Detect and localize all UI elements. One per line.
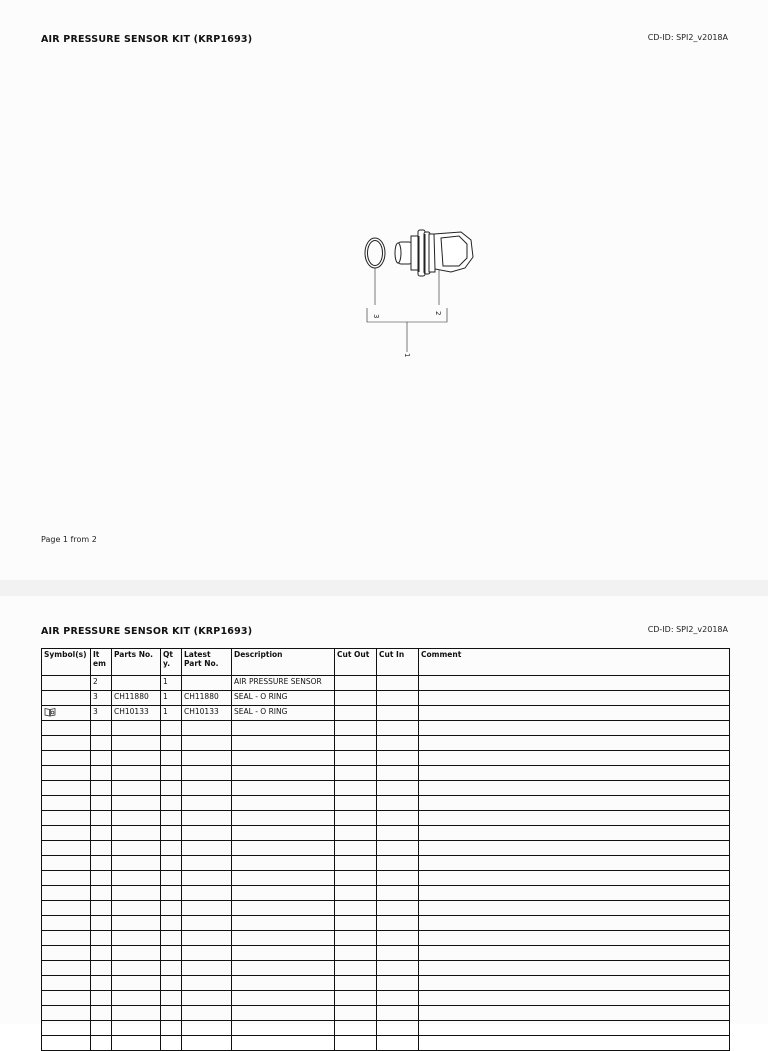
- cd-id-label: CD-ID: SPI2_v2018A: [647, 33, 728, 42]
- cell-comment: [419, 691, 730, 706]
- empty-cell: [91, 946, 112, 961]
- empty-cell: [419, 931, 730, 946]
- empty-cell: [232, 781, 335, 796]
- empty-cell: [377, 901, 419, 916]
- empty-cell: [419, 886, 730, 901]
- empty-cell: [161, 916, 182, 931]
- empty-cell: [161, 751, 182, 766]
- table-row: [42, 691, 730, 706]
- empty-cell: [91, 766, 112, 781]
- empty-cell: [232, 811, 335, 826]
- empty-cell: [161, 841, 182, 856]
- empty-cell: [182, 1021, 232, 1036]
- empty-cell: [42, 961, 91, 976]
- empty-cell: [161, 796, 182, 811]
- empty-cell: [161, 991, 182, 1006]
- cell-item: 2: [91, 676, 112, 691]
- table-header-row: [42, 649, 730, 676]
- empty-cell: [377, 931, 419, 946]
- cell-item: 3: [91, 691, 112, 706]
- empty-cell: [161, 901, 182, 916]
- empty-cell: [377, 886, 419, 901]
- empty-cell: [232, 856, 335, 871]
- empty-cell: [377, 1006, 419, 1021]
- empty-cell: [112, 766, 161, 781]
- empty-cell: [419, 1006, 730, 1021]
- empty-cell: [232, 901, 335, 916]
- col-parts-no: Parts No.: [112, 649, 161, 676]
- empty-cell: [419, 946, 730, 961]
- empty-cell: [91, 916, 112, 931]
- empty-cell: [335, 886, 377, 901]
- cell-parts-no: CH10133: [112, 706, 161, 721]
- empty-cell: [161, 976, 182, 991]
- empty-cell: [232, 976, 335, 991]
- empty-cell: [42, 991, 91, 1006]
- empty-cell: [91, 826, 112, 841]
- empty-cell: [232, 931, 335, 946]
- empty-cell: [377, 841, 419, 856]
- empty-cell: [42, 856, 91, 871]
- callout-2: 2: [434, 311, 442, 316]
- empty-cell: [335, 916, 377, 931]
- empty-cell: [335, 856, 377, 871]
- empty-cell: [112, 946, 161, 961]
- parts-table: [41, 648, 730, 1051]
- page-title: AIR PRESSURE SENSOR KIT (KRP1693): [41, 34, 253, 45]
- empty-cell: [42, 1036, 91, 1051]
- empty-cell: [377, 796, 419, 811]
- empty-cell: [335, 721, 377, 736]
- empty-cell: [112, 736, 161, 751]
- empty-cell: [112, 916, 161, 931]
- cell-symbol: [42, 691, 91, 706]
- cd-id-label-2: CD-ID: SPI2_v2018A: [647, 625, 728, 634]
- cell-latest-part: CH10133: [182, 706, 232, 721]
- empty-cell: [42, 1021, 91, 1036]
- empty-cell: [42, 796, 91, 811]
- empty-cell: [112, 796, 161, 811]
- empty-cell: [419, 1036, 730, 1051]
- empty-cell: [161, 931, 182, 946]
- cell-description: AIR PRESSURE SENSOR: [232, 676, 335, 691]
- empty-cell: [91, 901, 112, 916]
- cell-cut-out: [335, 691, 377, 706]
- empty-table-row: [42, 1021, 730, 1036]
- col-symbols: Symbol(s): [42, 649, 91, 676]
- empty-table-row: [42, 811, 730, 826]
- empty-cell: [112, 856, 161, 871]
- empty-cell: [335, 766, 377, 781]
- empty-cell: [161, 826, 182, 841]
- empty-cell: [419, 991, 730, 1006]
- empty-cell: [91, 781, 112, 796]
- empty-cell: [91, 961, 112, 976]
- empty-cell: [419, 976, 730, 991]
- empty-cell: [377, 916, 419, 931]
- empty-cell: [42, 781, 91, 796]
- empty-table-row: [42, 781, 730, 796]
- empty-cell: [335, 796, 377, 811]
- empty-cell: [419, 766, 730, 781]
- cell-cut-in: [377, 676, 419, 691]
- col-cut-in: Cut In: [377, 649, 419, 676]
- empty-cell: [42, 976, 91, 991]
- empty-cell: [335, 1006, 377, 1021]
- empty-cell: [182, 1006, 232, 1021]
- empty-cell: [91, 991, 112, 1006]
- table-row: [42, 676, 730, 691]
- empty-cell: [182, 781, 232, 796]
- cell-description: SEAL - O RING: [232, 691, 335, 706]
- empty-cell: [419, 751, 730, 766]
- empty-cell: [377, 781, 419, 796]
- callout-3: 3: [372, 314, 380, 319]
- empty-cell: [112, 991, 161, 1006]
- empty-cell: [377, 946, 419, 961]
- empty-cell: [182, 1036, 232, 1051]
- empty-cell: [161, 781, 182, 796]
- book-icon[interactable]: [44, 707, 56, 717]
- empty-table-row: [42, 886, 730, 901]
- empty-cell: [232, 751, 335, 766]
- empty-cell: [232, 886, 335, 901]
- empty-cell: [419, 841, 730, 856]
- empty-cell: [182, 796, 232, 811]
- empty-cell: [91, 886, 112, 901]
- empty-cell: [419, 826, 730, 841]
- empty-table-row: [42, 976, 730, 991]
- empty-cell: [335, 811, 377, 826]
- empty-cell: [377, 751, 419, 766]
- empty-cell: [112, 1006, 161, 1021]
- empty-cell: [42, 931, 91, 946]
- empty-cell: [232, 1021, 335, 1036]
- cell-symbol: [42, 676, 91, 691]
- empty-cell: [112, 1036, 161, 1051]
- empty-cell: [42, 901, 91, 916]
- empty-cell: [335, 901, 377, 916]
- empty-cell: [112, 901, 161, 916]
- empty-cell: [232, 991, 335, 1006]
- empty-cell: [91, 931, 112, 946]
- empty-cell: [335, 871, 377, 886]
- empty-cell: [377, 871, 419, 886]
- empty-table-row: [42, 931, 730, 946]
- empty-table-row: [42, 1006, 730, 1021]
- empty-cell: [419, 796, 730, 811]
- empty-cell: [161, 871, 182, 886]
- empty-cell: [112, 1021, 161, 1036]
- empty-cell: [161, 811, 182, 826]
- empty-cell: [112, 826, 161, 841]
- cell-latest-part: [182, 676, 232, 691]
- empty-cell: [91, 1006, 112, 1021]
- empty-cell: [42, 946, 91, 961]
- empty-cell: [112, 811, 161, 826]
- empty-cell: [182, 856, 232, 871]
- empty-cell: [42, 1006, 91, 1021]
- empty-cell: [91, 976, 112, 991]
- col-item: It em: [91, 649, 112, 676]
- cell-qty: 1: [161, 706, 182, 721]
- empty-cell: [112, 781, 161, 796]
- col-cut-out: Cut Out: [335, 649, 377, 676]
- cell-qty: 1: [161, 691, 182, 706]
- empty-cell: [182, 751, 232, 766]
- empty-cell: [419, 916, 730, 931]
- empty-cell: [335, 1021, 377, 1036]
- empty-cell: [377, 991, 419, 1006]
- empty-cell: [42, 811, 91, 826]
- empty-cell: [232, 766, 335, 781]
- empty-cell: [232, 721, 335, 736]
- empty-cell: [182, 976, 232, 991]
- empty-table-row: [42, 841, 730, 856]
- empty-cell: [112, 886, 161, 901]
- empty-table-row: [42, 796, 730, 811]
- cell-parts-no: [112, 676, 161, 691]
- empty-cell: [419, 721, 730, 736]
- empty-cell: [161, 856, 182, 871]
- empty-cell: [91, 841, 112, 856]
- empty-cell: [182, 766, 232, 781]
- empty-cell: [377, 811, 419, 826]
- empty-cell: [335, 826, 377, 841]
- empty-cell: [377, 766, 419, 781]
- empty-cell: [112, 871, 161, 886]
- empty-cell: [377, 721, 419, 736]
- empty-cell: [419, 901, 730, 916]
- empty-table-row: [42, 856, 730, 871]
- page-number: Page 1 from 2: [41, 535, 97, 544]
- empty-cell: [182, 736, 232, 751]
- empty-cell: [419, 871, 730, 886]
- empty-cell: [161, 961, 182, 976]
- empty-cell: [182, 931, 232, 946]
- col-description: Description: [232, 649, 335, 676]
- empty-cell: [335, 961, 377, 976]
- sensor-drawing: [395, 230, 473, 276]
- empty-cell: [182, 946, 232, 961]
- empty-cell: [112, 961, 161, 976]
- cell-latest-part: CH11880: [182, 691, 232, 706]
- empty-cell: [42, 751, 91, 766]
- empty-table-row: [42, 871, 730, 886]
- empty-cell: [377, 961, 419, 976]
- empty-table-row: [42, 946, 730, 961]
- empty-cell: [42, 871, 91, 886]
- exploded-parts-diagram: [355, 222, 485, 362]
- empty-cell: [91, 1021, 112, 1036]
- empty-cell: [42, 826, 91, 841]
- empty-cell: [161, 1021, 182, 1036]
- empty-cell: [377, 736, 419, 751]
- empty-cell: [377, 826, 419, 841]
- empty-cell: [112, 976, 161, 991]
- empty-cell: [232, 736, 335, 751]
- cell-qty: 1: [161, 676, 182, 691]
- empty-cell: [335, 991, 377, 1006]
- empty-cell: [419, 811, 730, 826]
- empty-cell: [161, 886, 182, 901]
- cell-comment: [419, 676, 730, 691]
- empty-cell: [335, 1036, 377, 1051]
- empty-cell: [42, 736, 91, 751]
- empty-cell: [419, 856, 730, 871]
- empty-cell: [232, 871, 335, 886]
- empty-cell: [91, 751, 112, 766]
- empty-cell: [232, 826, 335, 841]
- cell-comment: [419, 706, 730, 721]
- empty-cell: [42, 766, 91, 781]
- empty-cell: [232, 946, 335, 961]
- empty-cell: [182, 841, 232, 856]
- empty-cell: [335, 946, 377, 961]
- empty-cell: [91, 736, 112, 751]
- empty-cell: [182, 961, 232, 976]
- empty-cell: [377, 856, 419, 871]
- col-latest-part: Latest Part No.: [182, 649, 232, 676]
- empty-cell: [419, 1021, 730, 1036]
- empty-cell: [335, 976, 377, 991]
- empty-cell: [419, 736, 730, 751]
- empty-cell: [112, 721, 161, 736]
- cell-symbol: [42, 706, 91, 721]
- empty-cell: [182, 826, 232, 841]
- cell-cut-out: [335, 706, 377, 721]
- empty-cell: [112, 751, 161, 766]
- empty-cell: [335, 841, 377, 856]
- cell-cut-out: [335, 676, 377, 691]
- empty-cell: [182, 811, 232, 826]
- col-qty: Qt y.: [161, 649, 182, 676]
- empty-cell: [91, 796, 112, 811]
- empty-cell: [42, 721, 91, 736]
- empty-cell: [232, 1036, 335, 1051]
- empty-cell: [161, 736, 182, 751]
- callout-1: 1: [403, 353, 411, 358]
- empty-cell: [232, 916, 335, 931]
- empty-cell: [377, 976, 419, 991]
- empty-cell: [182, 901, 232, 916]
- empty-cell: [182, 886, 232, 901]
- cell-cut-in: [377, 691, 419, 706]
- page-2: [0, 596, 768, 1024]
- empty-cell: [161, 946, 182, 961]
- empty-table-row: [42, 721, 730, 736]
- empty-cell: [377, 1021, 419, 1036]
- empty-table-row: [42, 961, 730, 976]
- cell-item: 3: [91, 706, 112, 721]
- empty-cell: [419, 961, 730, 976]
- empty-cell: [232, 1006, 335, 1021]
- empty-cell: [182, 871, 232, 886]
- empty-cell: [91, 1036, 112, 1051]
- empty-table-row: [42, 916, 730, 931]
- empty-table-row: [42, 991, 730, 1006]
- empty-cell: [232, 961, 335, 976]
- cell-description: SEAL - O RING: [232, 706, 335, 721]
- empty-cell: [91, 871, 112, 886]
- empty-cell: [91, 721, 112, 736]
- empty-cell: [112, 841, 161, 856]
- cell-cut-in: [377, 706, 419, 721]
- empty-cell: [112, 931, 161, 946]
- empty-cell: [91, 811, 112, 826]
- page-separator: [0, 580, 768, 596]
- empty-cell: [182, 991, 232, 1006]
- empty-table-row: [42, 751, 730, 766]
- empty-cell: [232, 796, 335, 811]
- empty-table-row: [42, 736, 730, 751]
- empty-cell: [42, 886, 91, 901]
- empty-cell: [335, 751, 377, 766]
- empty-cell: [161, 721, 182, 736]
- empty-cell: [182, 721, 232, 736]
- empty-cell: [335, 931, 377, 946]
- empty-cell: [182, 916, 232, 931]
- col-comment: Comment: [419, 649, 730, 676]
- cell-parts-no: CH11880: [112, 691, 161, 706]
- empty-cell: [161, 1036, 182, 1051]
- empty-cell: [232, 841, 335, 856]
- empty-cell: [377, 1036, 419, 1051]
- table-row: [42, 706, 730, 721]
- empty-cell: [419, 781, 730, 796]
- empty-cell: [161, 766, 182, 781]
- empty-table-row: [42, 901, 730, 916]
- page-title-2: AIR PRESSURE SENSOR KIT (KRP1693): [41, 626, 253, 637]
- empty-table-row: [42, 1036, 730, 1051]
- empty-cell: [42, 916, 91, 931]
- empty-table-row: [42, 766, 730, 781]
- empty-cell: [335, 736, 377, 751]
- empty-cell: [161, 1006, 182, 1021]
- empty-cell: [42, 841, 91, 856]
- empty-cell: [335, 781, 377, 796]
- empty-table-row: [42, 826, 730, 841]
- empty-cell: [91, 856, 112, 871]
